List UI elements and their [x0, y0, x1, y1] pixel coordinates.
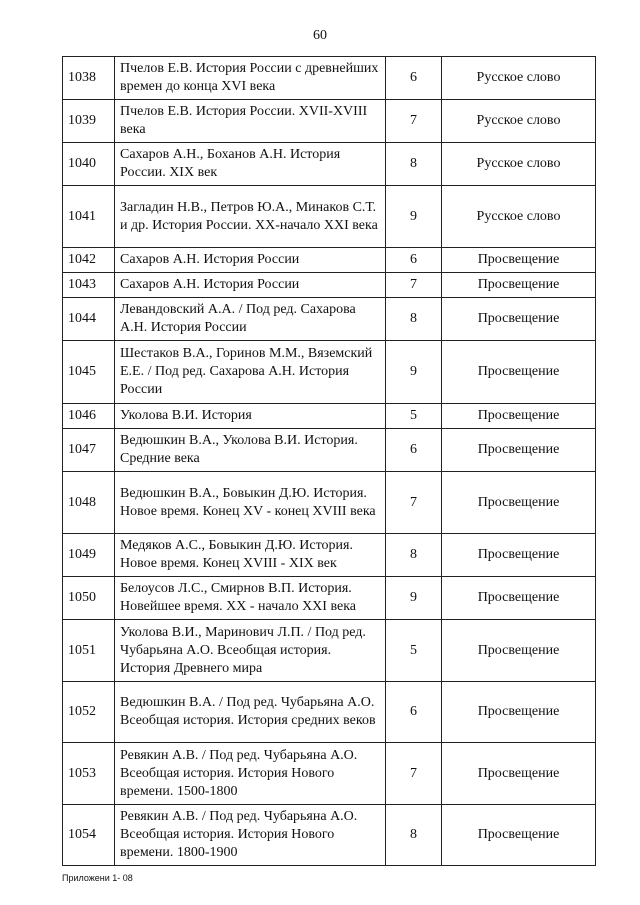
textbook-table	[62, 56, 596, 866]
table-row	[63, 743, 596, 805]
book-title: Белоусов Л.С., Смирнов В.П. История. Новейшее время. XX - начало XXI века	[115, 577, 386, 620]
publisher: Просвещение	[442, 743, 596, 805]
grade: 9	[386, 186, 442, 248]
row-number: 1053	[63, 743, 115, 805]
publisher: Просвещение	[442, 248, 596, 273]
table-row	[63, 620, 596, 682]
row-number: 1046	[63, 404, 115, 429]
row-number: 1039	[63, 100, 115, 143]
publisher: Просвещение	[442, 534, 596, 577]
table-row	[63, 682, 596, 743]
grade: 5	[386, 404, 442, 429]
grade: 8	[386, 534, 442, 577]
table-row	[63, 404, 596, 429]
publisher: Просвещение	[442, 273, 596, 298]
book-title: Сахаров А.Н. История России	[115, 248, 386, 273]
grade: 6	[386, 248, 442, 273]
grade: 9	[386, 341, 442, 404]
publisher: Русское слово	[442, 143, 596, 186]
grade: 6	[386, 429, 442, 472]
book-title: Ревякин А.В. / Под ред. Чубарьяна А.О. Всеобщая история. История Нового времени. 1800-1900	[115, 805, 386, 866]
book-title: Ведюшкин В.А. / Под ред. Чубарьяна А.О. Всеобщая история. История средних веков	[115, 682, 386, 743]
book-title: Ревякин А.В. / Под ред. Чубарьяна А.О. Всеобщая история. История Нового времени. 1500-1800	[115, 743, 386, 805]
table-row	[63, 472, 596, 534]
grade: 7	[386, 743, 442, 805]
grade: 7	[386, 273, 442, 298]
book-title: Левандовский А.А. / Под ред. Сахарова А.Н. История России	[115, 298, 386, 341]
publisher: Просвещение	[442, 577, 596, 620]
table-row	[63, 577, 596, 620]
book-title: Пчелов Е.В. История России. XVII-XVIII века	[115, 100, 386, 143]
table-row	[63, 248, 596, 273]
grade: 9	[386, 577, 442, 620]
book-title: Шестаков В.А., Горинов М.М., Вяземский Е.Е. / Под ред. Сахарова А.Н. История России	[115, 341, 386, 404]
table-row	[63, 273, 596, 298]
table-row	[63, 805, 596, 866]
publisher: Просвещение	[442, 620, 596, 682]
grade: 8	[386, 298, 442, 341]
publisher: Просвещение	[442, 429, 596, 472]
row-number: 1052	[63, 682, 115, 743]
book-title: Уколова В.И. История	[115, 404, 386, 429]
table-row	[63, 429, 596, 472]
table-row	[63, 341, 596, 404]
book-title: Сахаров А.Н., Боханов А.Н. История России. XIX век	[115, 143, 386, 186]
grade: 6	[386, 682, 442, 743]
book-title: Загладин Н.В., Петров Ю.А., Минаков С.Т. и др. История России. XX-начало XXI века	[115, 186, 386, 248]
grade: 8	[386, 143, 442, 186]
book-title: Медяков А.С., Бовыкин Д.Ю. История. Новое время. Конец XVIII - XIX век	[115, 534, 386, 577]
row-number: 1044	[63, 298, 115, 341]
row-number: 1045	[63, 341, 115, 404]
page-number: 60	[313, 28, 327, 43]
row-number: 1043	[63, 273, 115, 298]
table-row	[63, 57, 596, 100]
publisher: Русское слово	[442, 57, 596, 100]
row-number: 1051	[63, 620, 115, 682]
row-number: 1049	[63, 534, 115, 577]
grade: 6	[386, 57, 442, 100]
publisher: Русское слово	[442, 100, 596, 143]
row-number: 1041	[63, 186, 115, 248]
book-title: Сахаров А.Н. История России	[115, 273, 386, 298]
row-number: 1048	[63, 472, 115, 534]
row-number: 1054	[63, 805, 115, 866]
row-number: 1040	[63, 143, 115, 186]
grade: 7	[386, 100, 442, 143]
row-number: 1047	[63, 429, 115, 472]
grade: 7	[386, 472, 442, 534]
row-number: 1042	[63, 248, 115, 273]
table-row	[63, 100, 596, 143]
publisher: Просвещение	[442, 341, 596, 404]
publisher: Просвещение	[442, 472, 596, 534]
table-row	[63, 143, 596, 186]
row-number: 1038	[63, 57, 115, 100]
table-row	[63, 298, 596, 341]
publisher: Просвещение	[442, 298, 596, 341]
publisher: Русское слово	[442, 186, 596, 248]
book-title: Пчелов Е.В. История России с древнейших времен до конца XVI века	[115, 57, 386, 100]
publisher: Просвещение	[442, 805, 596, 866]
book-title: Уколова В.И., Маринович Л.П. / Под ред. Чубарьяна А.О. Всеобщая история. История Древнего мира	[115, 620, 386, 682]
table-row	[63, 534, 596, 577]
table-row	[63, 186, 596, 248]
publisher: Просвещение	[442, 404, 596, 429]
footer-note: Приложени 1- 08	[62, 873, 133, 883]
publisher: Просвещение	[442, 682, 596, 743]
book-title: Ведюшкин В.А., Уколова В.И. История. Средние века	[115, 429, 386, 472]
row-number: 1050	[63, 577, 115, 620]
grade: 8	[386, 805, 442, 866]
grade: 5	[386, 620, 442, 682]
book-title: Ведюшкин В.А., Бовыкин Д.Ю. История. Новое время. Конец XV - конец XVIII века	[115, 472, 386, 534]
